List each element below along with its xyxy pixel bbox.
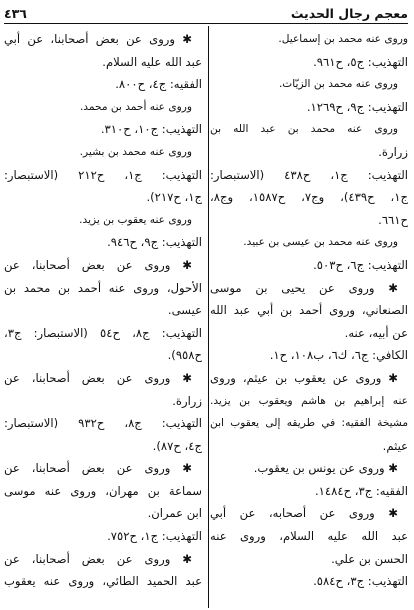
text-line: وروى عنه محمد بن إسماعيل. xyxy=(278,33,408,45)
text-line: ✱ وروى عن يعقوب بن عيثم، وروى xyxy=(210,370,398,385)
text-line: ✱ وروى عن يونس بن يعقوب. xyxy=(253,461,398,476)
text-line: ابن عمران. xyxy=(147,506,202,521)
text-line: التهذيب: ج٨، ح٩٣٢ (الاستبصار: xyxy=(4,416,202,431)
text-line: ✱ وروى عن أصحابه، عن أبي xyxy=(210,506,398,521)
text-line: ج١، ح٤٣٩)، وج٧، ح١٥٨٧، وج٨، xyxy=(210,190,408,205)
text-line: الفقيه: ج٤، ح٨٠٠. xyxy=(115,77,202,92)
text-line: عيسى. xyxy=(167,303,202,318)
text-line: مشيخة الفقيه: في طريقه إلى يعقوب ابن xyxy=(210,417,408,430)
text-line: وروى عنه محمد بن عبد الله بن xyxy=(210,123,398,136)
text-line: وروى عنه محمد بن بشير. xyxy=(79,145,192,158)
text-line: وروى عنه يعقوب بن يزيد. xyxy=(79,213,192,226)
text-line: زرارة. xyxy=(378,144,408,159)
text-line: ✱ وروى عن بعض أصحابنا، عن أبي xyxy=(4,32,192,46)
text-line: عبد الحميد الطائي، وروى عنه يعقوب xyxy=(4,574,202,589)
text-line: وروى عنه محمد بن عيسى بن عبيد. xyxy=(243,236,398,249)
text-line: سماعة بن مهران، وروى عنه موسى xyxy=(4,483,202,498)
text-line: وروى عنه محمد بن الزيّات. xyxy=(278,78,398,91)
text-line: الفقيه: ج٣، ح١٤٨٤. xyxy=(314,483,408,498)
text-line: الحسن بن علي. xyxy=(331,551,408,566)
text-line: عنه إبراهيم بن هاشم ويعقوب بن يزيد. xyxy=(210,394,408,407)
text-line: التهذيب: ج٣، ح٥٨٤. xyxy=(313,574,408,589)
text-line: عيثم. xyxy=(382,438,408,453)
running-title: معجم رجال الحديث xyxy=(290,5,408,21)
page-number: ٤٣٦ xyxy=(4,5,27,21)
text-line: الأحول، وروى عنه أحمد بن محمد بن xyxy=(4,280,202,295)
right-column xyxy=(210,28,408,593)
text-line: التهذيب: ج٦، ح٥٠٣. xyxy=(313,257,408,272)
text-line: وروى عنه أحمد بن محمد. xyxy=(79,100,192,113)
text-line: عبد الله عليه السلام، وروى عنه xyxy=(210,529,408,544)
text-line: زرارة. xyxy=(172,393,202,408)
text-line: التهذيب: ج٩، ح٩٤٦. xyxy=(107,235,202,250)
text-line: التهذيب: ج١، ح٤٣٨ (الاستبصار: xyxy=(210,167,408,182)
text-line: التهذيب: ج١٠، ح٣١٠. xyxy=(100,122,202,137)
text-line: ح٦٦١. xyxy=(378,212,408,227)
text-line: ✱ وروى عن يحيى بن موسى xyxy=(210,280,398,295)
text-line: التهذيب: ج١، ح٢١٢ (الاستبصار: xyxy=(4,167,202,182)
text-line: الصنعاني، وروى أحمد بن أبي عبد الله xyxy=(210,303,408,318)
header-rule xyxy=(4,23,408,24)
text-line: التهذيب: ج٥، ح٩٦١. xyxy=(313,54,408,69)
text-line: عن أبيه، عنه. xyxy=(344,325,408,340)
text-line: التهذيب: ج١، ح٧٥٢. xyxy=(107,529,202,544)
column-divider xyxy=(208,26,209,608)
page-header xyxy=(4,4,408,22)
text-line: عبد الله عليه السلام. xyxy=(102,54,202,69)
text-line: ✱ وروى عن بعض أصحابنا، عن xyxy=(4,370,192,385)
text-line: التهذيب: ج٩، ح١٢٦٩. xyxy=(306,99,408,114)
text-line: ح٩٥٨). xyxy=(167,348,202,363)
left-column xyxy=(4,28,202,593)
text-line: ج٤، ح٨٧). xyxy=(152,438,202,453)
text-line: ✱ وروى عن بعض أصحابنا، عن xyxy=(4,257,192,272)
text-line: التهذيب: ج٨، ح٥٤ (الاستبصار: ج٣، xyxy=(4,325,202,340)
text-line: الكافي: ج٦، ك٦، ب١٠٨، ح١. xyxy=(269,348,408,363)
text-line: ✱ وروى عن بعض أصحابنا، عن xyxy=(4,551,192,566)
text-line: ج١، ح٢١٧). xyxy=(146,190,202,205)
text-line: ✱ وروى عن بعض أصحابنا، عن xyxy=(4,461,192,476)
